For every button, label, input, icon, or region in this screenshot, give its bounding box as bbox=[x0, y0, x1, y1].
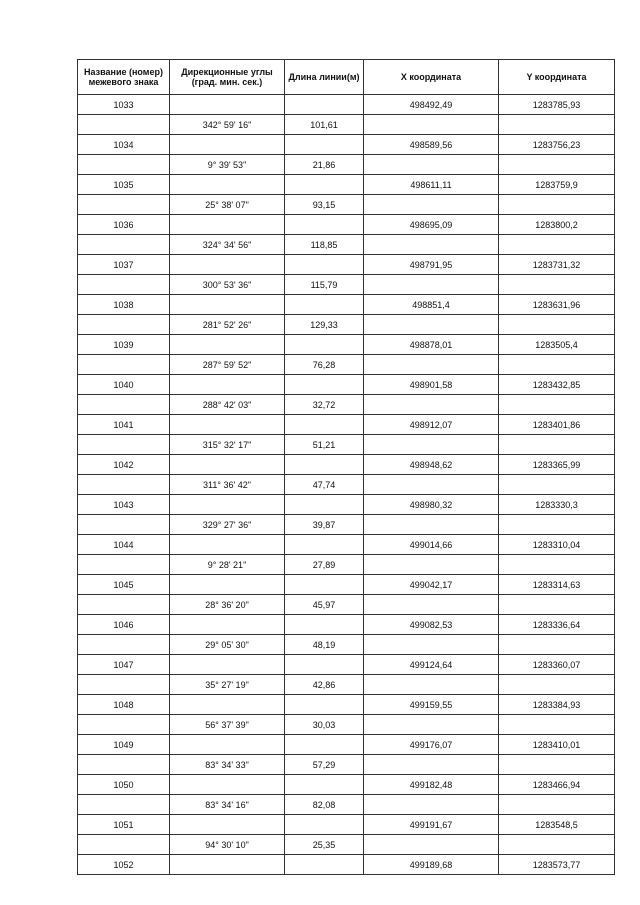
point-name-cell: 1050 bbox=[78, 775, 170, 795]
point-row bbox=[78, 95, 615, 115]
line-length-cell: 48,19 bbox=[285, 635, 364, 655]
empty-length-cell bbox=[285, 655, 364, 675]
empty-length-cell bbox=[285, 575, 364, 595]
x-coordinate-cell: 499176,07 bbox=[364, 735, 499, 755]
empty-x-cell bbox=[364, 795, 499, 815]
line-length-cell: 82,08 bbox=[285, 795, 364, 815]
point-row bbox=[78, 175, 615, 195]
line-length-cell: 93,15 bbox=[285, 195, 364, 215]
point-name-cell: 1036 bbox=[78, 215, 170, 235]
empty-y-cell bbox=[499, 475, 615, 495]
empty-x-cell bbox=[364, 235, 499, 255]
point-row bbox=[78, 415, 615, 435]
segment-row bbox=[78, 355, 615, 375]
segment-row bbox=[78, 275, 615, 295]
point-row bbox=[78, 855, 615, 875]
empty-angle-cell bbox=[170, 615, 285, 635]
direction-angle-cell: 311° 36' 42" bbox=[170, 475, 285, 495]
point-name-cell: 1040 bbox=[78, 375, 170, 395]
direction-angle-cell: 315° 32' 17" bbox=[170, 435, 285, 455]
line-length-cell: 21,86 bbox=[285, 155, 364, 175]
point-row bbox=[78, 455, 615, 475]
segment-row bbox=[78, 795, 615, 815]
empty-x-cell bbox=[364, 395, 499, 415]
point-row bbox=[78, 695, 615, 715]
empty-y-cell bbox=[499, 435, 615, 455]
direction-angle-cell: 9° 28' 21" bbox=[170, 555, 285, 575]
empty-name-cell bbox=[78, 595, 170, 615]
y-coordinate-cell: 1283330,3 bbox=[499, 495, 615, 515]
empty-x-cell bbox=[364, 755, 499, 775]
x-coordinate-cell: 499159,55 bbox=[364, 695, 499, 715]
empty-name-cell bbox=[78, 275, 170, 295]
point-name-cell: 1049 bbox=[78, 735, 170, 755]
point-name-cell: 1033 bbox=[78, 95, 170, 115]
empty-y-cell bbox=[499, 515, 615, 535]
direction-angle-cell: 342° 59' 16" bbox=[170, 115, 285, 135]
empty-y-cell bbox=[499, 755, 615, 775]
empty-length-cell bbox=[285, 855, 364, 875]
y-coordinate-cell: 1283432,85 bbox=[499, 375, 615, 395]
empty-angle-cell bbox=[170, 295, 285, 315]
segment-row bbox=[78, 435, 615, 455]
empty-angle-cell bbox=[170, 455, 285, 475]
empty-length-cell bbox=[285, 695, 364, 715]
point-row bbox=[78, 375, 615, 395]
x-coordinate-cell: 498695,09 bbox=[364, 215, 499, 235]
empty-angle-cell bbox=[170, 575, 285, 595]
empty-length-cell bbox=[285, 175, 364, 195]
point-name-cell: 1039 bbox=[78, 335, 170, 355]
direction-angle-cell: 287° 59' 52" bbox=[170, 355, 285, 375]
empty-angle-cell bbox=[170, 655, 285, 675]
point-name-cell: 1045 bbox=[78, 575, 170, 595]
empty-y-cell bbox=[499, 595, 615, 615]
empty-angle-cell bbox=[170, 735, 285, 755]
direction-angle-cell: 29° 05' 30" bbox=[170, 635, 285, 655]
empty-x-cell bbox=[364, 355, 499, 375]
segment-row bbox=[78, 235, 615, 255]
header-point-name: Название (номер) межевого знака bbox=[78, 60, 170, 95]
y-coordinate-cell: 1283384,93 bbox=[499, 695, 615, 715]
empty-x-cell bbox=[364, 835, 499, 855]
direction-angle-cell: 9° 39' 53" bbox=[170, 155, 285, 175]
empty-x-cell bbox=[364, 275, 499, 295]
point-row bbox=[78, 135, 615, 155]
empty-x-cell bbox=[364, 115, 499, 135]
empty-x-cell bbox=[364, 515, 499, 535]
point-name-cell: 1043 bbox=[78, 495, 170, 515]
segment-row bbox=[78, 115, 615, 135]
segment-row bbox=[78, 835, 615, 855]
empty-name-cell bbox=[78, 715, 170, 735]
y-coordinate-cell: 1283401,86 bbox=[499, 415, 615, 435]
y-coordinate-cell: 1283800,2 bbox=[499, 215, 615, 235]
line-length-cell: 27,89 bbox=[285, 555, 364, 575]
empty-name-cell bbox=[78, 755, 170, 775]
point-name-cell: 1048 bbox=[78, 695, 170, 715]
empty-length-cell bbox=[285, 775, 364, 795]
point-row bbox=[78, 775, 615, 795]
empty-length-cell bbox=[285, 135, 364, 155]
line-length-cell: 129,33 bbox=[285, 315, 364, 335]
segment-row bbox=[78, 475, 615, 495]
line-length-cell: 25,35 bbox=[285, 835, 364, 855]
empty-x-cell bbox=[364, 595, 499, 615]
point-name-cell: 1035 bbox=[78, 175, 170, 195]
point-name-cell: 1041 bbox=[78, 415, 170, 435]
empty-length-cell bbox=[285, 615, 364, 635]
y-coordinate-cell: 1283314,63 bbox=[499, 575, 615, 595]
y-coordinate-cell: 1283505,4 bbox=[499, 335, 615, 355]
x-coordinate-cell: 498980,32 bbox=[364, 495, 499, 515]
point-name-cell: 1037 bbox=[78, 255, 170, 275]
empty-length-cell bbox=[285, 815, 364, 835]
direction-angle-cell: 28° 36' 20" bbox=[170, 595, 285, 615]
x-coordinate-cell: 499191,67 bbox=[364, 815, 499, 835]
empty-length-cell bbox=[285, 495, 364, 515]
point-name-cell: 1047 bbox=[78, 655, 170, 675]
empty-x-cell bbox=[364, 635, 499, 655]
empty-name-cell bbox=[78, 195, 170, 215]
y-coordinate-cell: 1283756,23 bbox=[499, 135, 615, 155]
point-name-cell: 1038 bbox=[78, 295, 170, 315]
y-coordinate-cell: 1283336,64 bbox=[499, 615, 615, 635]
y-coordinate-cell: 1283759,9 bbox=[499, 175, 615, 195]
direction-angle-cell: 35° 27' 19" bbox=[170, 675, 285, 695]
point-name-cell: 1052 bbox=[78, 855, 170, 875]
direction-angle-cell: 324° 34' 56" bbox=[170, 235, 285, 255]
y-coordinate-cell: 1283548,5 bbox=[499, 815, 615, 835]
empty-length-cell bbox=[285, 415, 364, 435]
y-coordinate-cell: 1283573,77 bbox=[499, 855, 615, 875]
x-coordinate-cell: 498492,49 bbox=[364, 95, 499, 115]
empty-name-cell bbox=[78, 835, 170, 855]
empty-name-cell bbox=[78, 475, 170, 495]
empty-y-cell bbox=[499, 275, 615, 295]
x-coordinate-cell: 498589,56 bbox=[364, 135, 499, 155]
line-length-cell: 57,29 bbox=[285, 755, 364, 775]
x-coordinate-cell: 499082,53 bbox=[364, 615, 499, 635]
point-name-cell: 1034 bbox=[78, 135, 170, 155]
empty-angle-cell bbox=[170, 255, 285, 275]
empty-y-cell bbox=[499, 635, 615, 655]
header-y-coordinate: Y координата bbox=[499, 60, 615, 95]
empty-y-cell bbox=[499, 235, 615, 255]
line-length-cell: 30,03 bbox=[285, 715, 364, 735]
segment-row bbox=[78, 155, 615, 175]
segment-row bbox=[78, 515, 615, 535]
empty-x-cell bbox=[364, 675, 499, 695]
direction-angle-cell: 83° 34' 33" bbox=[170, 755, 285, 775]
empty-y-cell bbox=[499, 555, 615, 575]
empty-y-cell bbox=[499, 115, 615, 135]
line-length-cell: 39,87 bbox=[285, 515, 364, 535]
empty-length-cell bbox=[285, 255, 364, 275]
x-coordinate-cell: 499189,68 bbox=[364, 855, 499, 875]
empty-x-cell bbox=[364, 315, 499, 335]
empty-length-cell bbox=[285, 535, 364, 555]
header-direction-angle: Дирекционные углы (град. мин. сек.) bbox=[170, 60, 285, 95]
empty-name-cell bbox=[78, 435, 170, 455]
segment-row bbox=[78, 595, 615, 615]
empty-angle-cell bbox=[170, 215, 285, 235]
x-coordinate-cell: 498878,01 bbox=[364, 335, 499, 355]
point-row bbox=[78, 335, 615, 355]
table-header-row bbox=[78, 60, 615, 95]
empty-angle-cell bbox=[170, 775, 285, 795]
x-coordinate-cell: 499014,66 bbox=[364, 535, 499, 555]
segment-row bbox=[78, 395, 615, 415]
line-length-cell: 51,21 bbox=[285, 435, 364, 455]
direction-angle-cell: 25° 38' 07" bbox=[170, 195, 285, 215]
point-row bbox=[78, 615, 615, 635]
empty-y-cell bbox=[499, 155, 615, 175]
empty-angle-cell bbox=[170, 535, 285, 555]
point-row bbox=[78, 255, 615, 275]
empty-name-cell bbox=[78, 155, 170, 175]
empty-angle-cell bbox=[170, 495, 285, 515]
empty-y-cell bbox=[499, 195, 615, 215]
empty-x-cell bbox=[364, 475, 499, 495]
direction-angle-cell: 281° 52' 26" bbox=[170, 315, 285, 335]
empty-angle-cell bbox=[170, 375, 285, 395]
empty-name-cell bbox=[78, 395, 170, 415]
empty-y-cell bbox=[499, 355, 615, 375]
point-row bbox=[78, 495, 615, 515]
y-coordinate-cell: 1283410,01 bbox=[499, 735, 615, 755]
point-name-cell: 1042 bbox=[78, 455, 170, 475]
empty-y-cell bbox=[499, 795, 615, 815]
y-coordinate-cell: 1283466,94 bbox=[499, 775, 615, 795]
segment-row bbox=[78, 635, 615, 655]
x-coordinate-cell: 499042,17 bbox=[364, 575, 499, 595]
segment-row bbox=[78, 315, 615, 335]
y-coordinate-cell: 1283310,04 bbox=[499, 535, 615, 555]
direction-angle-cell: 288° 42' 03" bbox=[170, 395, 285, 415]
point-row bbox=[78, 215, 615, 235]
x-coordinate-cell: 498851,4 bbox=[364, 295, 499, 315]
line-length-cell: 118,85 bbox=[285, 235, 364, 255]
empty-length-cell bbox=[285, 335, 364, 355]
line-length-cell: 32,72 bbox=[285, 395, 364, 415]
line-length-cell: 42,86 bbox=[285, 675, 364, 695]
boundary-coordinates-table bbox=[77, 59, 615, 875]
empty-angle-cell bbox=[170, 95, 285, 115]
direction-angle-cell: 329° 27' 36" bbox=[170, 515, 285, 535]
empty-angle-cell bbox=[170, 175, 285, 195]
empty-name-cell bbox=[78, 675, 170, 695]
x-coordinate-cell: 499182,48 bbox=[364, 775, 499, 795]
empty-name-cell bbox=[78, 795, 170, 815]
x-coordinate-cell: 498791,95 bbox=[364, 255, 499, 275]
line-length-cell: 47,74 bbox=[285, 475, 364, 495]
point-row bbox=[78, 735, 615, 755]
empty-name-cell bbox=[78, 515, 170, 535]
y-coordinate-cell: 1283631,96 bbox=[499, 295, 615, 315]
segment-row bbox=[78, 675, 615, 695]
point-name-cell: 1044 bbox=[78, 535, 170, 555]
y-coordinate-cell: 1283785,93 bbox=[499, 95, 615, 115]
empty-angle-cell bbox=[170, 855, 285, 875]
empty-length-cell bbox=[285, 215, 364, 235]
line-length-cell: 76,28 bbox=[285, 355, 364, 375]
point-row bbox=[78, 815, 615, 835]
segment-row bbox=[78, 555, 615, 575]
point-row bbox=[78, 575, 615, 595]
empty-name-cell bbox=[78, 355, 170, 375]
header-line-length: Длина линии(м) bbox=[285, 60, 364, 95]
segment-row bbox=[78, 715, 615, 735]
y-coordinate-cell: 1283365,99 bbox=[499, 455, 615, 475]
line-length-cell: 45,97 bbox=[285, 595, 364, 615]
empty-name-cell bbox=[78, 235, 170, 255]
table-body bbox=[78, 95, 615, 875]
x-coordinate-cell: 498901,58 bbox=[364, 375, 499, 395]
empty-x-cell bbox=[364, 715, 499, 735]
empty-angle-cell bbox=[170, 415, 285, 435]
x-coordinate-cell: 499124,64 bbox=[364, 655, 499, 675]
point-name-cell: 1051 bbox=[78, 815, 170, 835]
empty-length-cell bbox=[285, 295, 364, 315]
empty-angle-cell bbox=[170, 335, 285, 355]
empty-name-cell bbox=[78, 115, 170, 135]
direction-angle-cell: 94° 30' 10" bbox=[170, 835, 285, 855]
empty-angle-cell bbox=[170, 135, 285, 155]
empty-x-cell bbox=[364, 155, 499, 175]
direction-angle-cell: 300° 53' 36" bbox=[170, 275, 285, 295]
empty-y-cell bbox=[499, 835, 615, 855]
empty-length-cell bbox=[285, 735, 364, 755]
x-coordinate-cell: 498912,07 bbox=[364, 415, 499, 435]
empty-length-cell bbox=[285, 375, 364, 395]
x-coordinate-cell: 498948,62 bbox=[364, 455, 499, 475]
point-row bbox=[78, 655, 615, 675]
segment-row bbox=[78, 195, 615, 215]
segment-row bbox=[78, 755, 615, 775]
empty-name-cell bbox=[78, 555, 170, 575]
line-length-cell: 101,61 bbox=[285, 115, 364, 135]
empty-x-cell bbox=[364, 195, 499, 215]
point-name-cell: 1046 bbox=[78, 615, 170, 635]
empty-name-cell bbox=[78, 315, 170, 335]
y-coordinate-cell: 1283731,32 bbox=[499, 255, 615, 275]
direction-angle-cell: 83° 34' 16" bbox=[170, 795, 285, 815]
empty-x-cell bbox=[364, 555, 499, 575]
empty-y-cell bbox=[499, 395, 615, 415]
empty-length-cell bbox=[285, 455, 364, 475]
empty-length-cell bbox=[285, 95, 364, 115]
empty-name-cell bbox=[78, 635, 170, 655]
header-x-coordinate: X координата bbox=[364, 60, 499, 95]
point-row bbox=[78, 295, 615, 315]
empty-y-cell bbox=[499, 315, 615, 335]
empty-angle-cell bbox=[170, 695, 285, 715]
empty-y-cell bbox=[499, 715, 615, 735]
x-coordinate-cell: 498611,11 bbox=[364, 175, 499, 195]
y-coordinate-cell: 1283360,07 bbox=[499, 655, 615, 675]
empty-y-cell bbox=[499, 675, 615, 695]
empty-x-cell bbox=[364, 435, 499, 455]
point-row bbox=[78, 535, 615, 555]
empty-angle-cell bbox=[170, 815, 285, 835]
direction-angle-cell: 56° 37' 39" bbox=[170, 715, 285, 735]
line-length-cell: 115,79 bbox=[285, 275, 364, 295]
